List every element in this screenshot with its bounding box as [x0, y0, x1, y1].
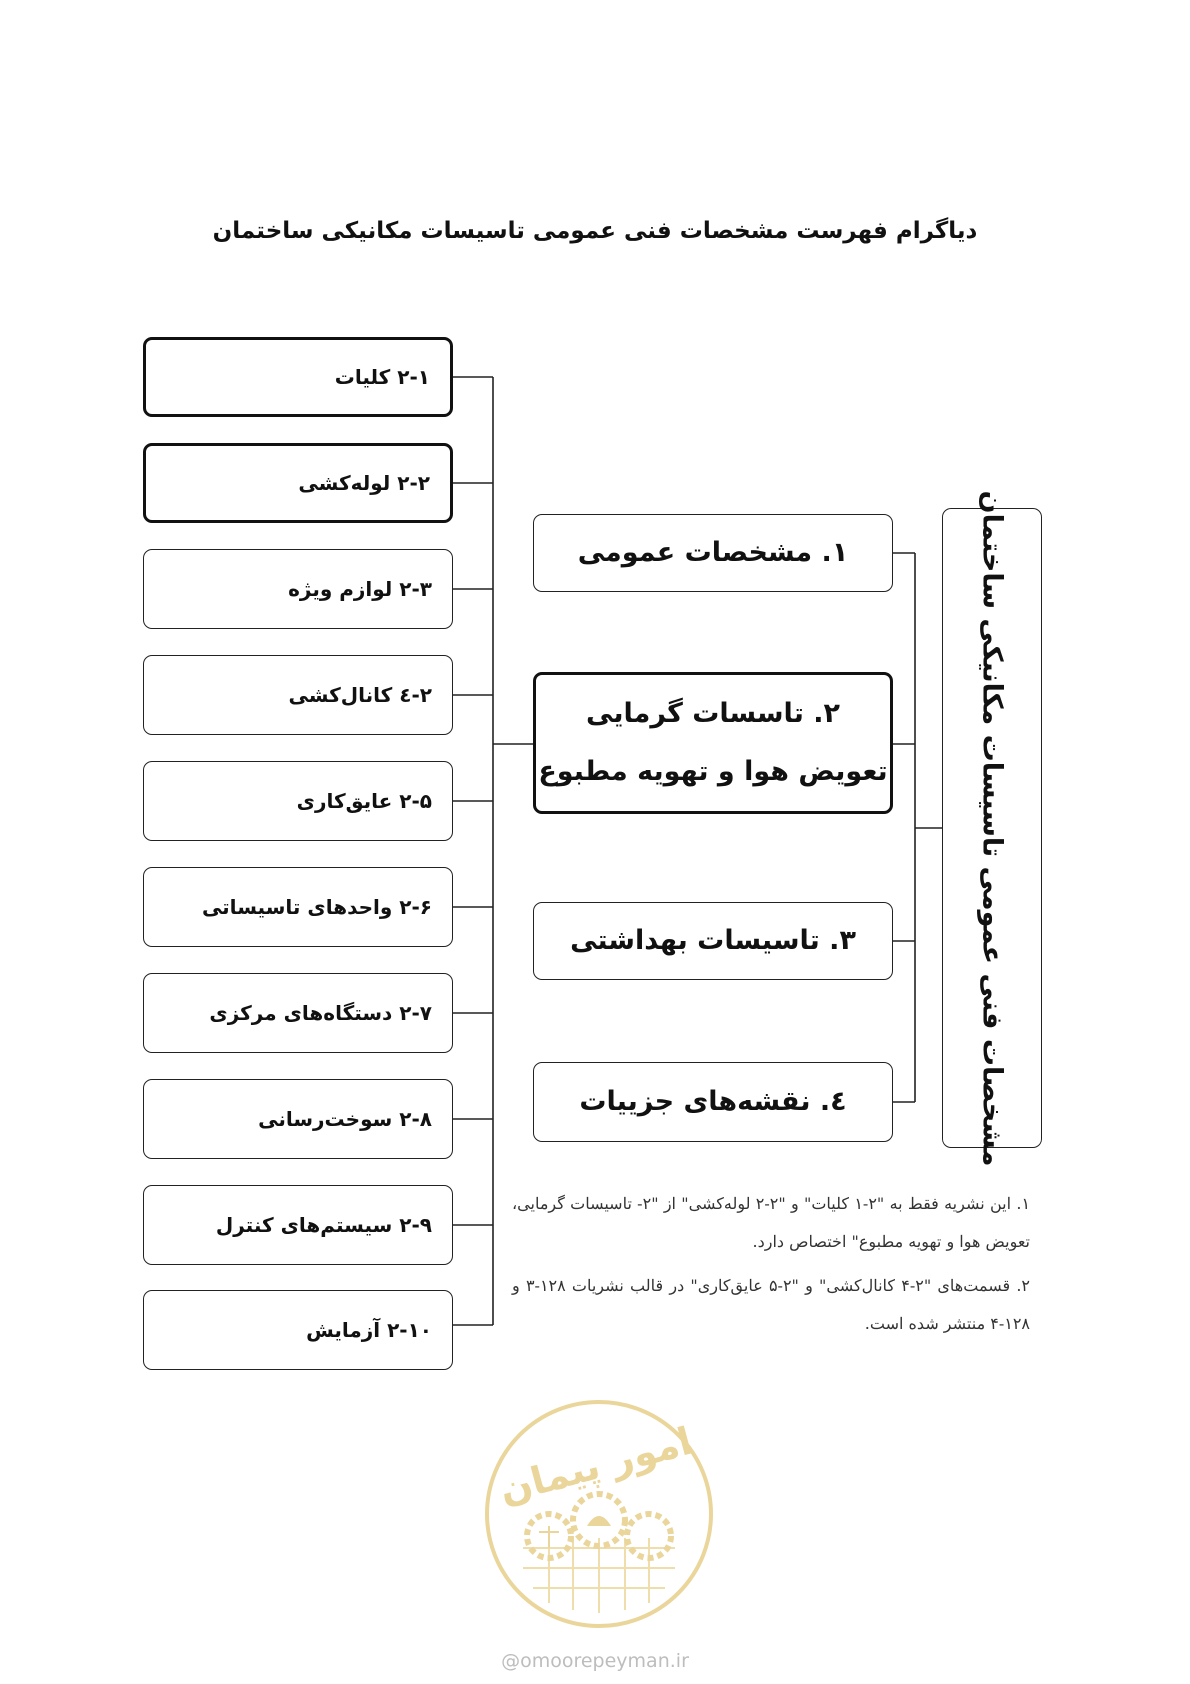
category-box — [533, 672, 893, 814]
balance-scale-icon — [539, 1526, 559, 1548]
logo-text: امور پیمان — [494, 1418, 697, 1513]
footnote-number: ۲. — [1016, 1276, 1031, 1295]
category-label: ۲. تاسسات گرمایی — [586, 698, 840, 729]
website-watermark: @omoorepeyman.ir — [501, 1650, 689, 1672]
diagram-title: دیاگرام فهرست مشخصات فنی عمومی تاسیسات مکانیکی ساختمان — [212, 218, 978, 244]
subsection-box — [143, 1290, 453, 1370]
footnote-item — [512, 1267, 1030, 1343]
subsection-label: ۲-۵ عایق‌کاری — [296, 789, 432, 813]
subsection-box — [143, 867, 453, 947]
footnotes — [512, 1185, 1030, 1349]
category-box — [533, 1062, 893, 1142]
subsection-label: ۲-٤ کانال‌کشی — [288, 683, 432, 707]
category-box — [533, 514, 893, 592]
subsection-box — [143, 761, 453, 841]
category-label: ٤. نقشه‌های جزییات — [579, 1086, 847, 1117]
category-label: ۱. مشخصات عمومی — [577, 537, 849, 568]
helmet-icon — [587, 1516, 611, 1526]
root-box — [942, 490, 1042, 1166]
subsection-label: ۲-۶ واحدهای تاسیساتی — [201, 895, 432, 919]
subsection-box — [143, 337, 453, 417]
category-label-line2: تعویض هوا و تهویه مطبوع — [538, 756, 888, 787]
subsection-label: ۲-۳ لوازم ویژه — [288, 577, 432, 601]
category-label: ۳. تاسیسات بهداشتی — [570, 925, 856, 956]
footnote-item — [512, 1185, 1030, 1261]
subsection-box — [143, 973, 453, 1053]
subsection-label: ۲-۹ سیستم‌های کنترل — [215, 1213, 432, 1237]
footnote-number: ۱. — [1016, 1194, 1031, 1213]
subsection-box — [143, 549, 453, 629]
subsection-label: ۲-۲ لوله‌کشی — [298, 471, 430, 495]
subsection-label: ۲-۱ کلیات — [334, 365, 430, 389]
subsection-box — [143, 443, 453, 523]
footnote-text: این نشریه فقط به "۲-۱ کلیات" و "۲-۲ لوله‌کشی" از "۲- تاسیسات گرمایی، تعویض هوا و تهویه مطبوع" اختصاص دارد. — [512, 1194, 1030, 1251]
subsection-label: ۲-۸ سوخت‌رسانی — [258, 1107, 432, 1131]
subsection-box — [143, 655, 453, 735]
category-box — [533, 902, 893, 980]
subsection-label: ۲-۱۰ آزمایش — [306, 1318, 432, 1342]
omoore-peyman-logo — [483, 1398, 715, 1630]
subsection-label: ۲-۷ دستگاه‌های مرکزی — [209, 1001, 432, 1025]
root-label: مشخصات فنی عمومی تاسیسات مکانیکی ساختمان — [976, 490, 1008, 1166]
footnote-text: قسمت‌های "۲-۴ کانال‌کشی" و "۲-۵ عایق‌کاری" در قالب نشریات ۱۲۸-۳ و ۱۲۸-۴ منتشر شده است. — [512, 1276, 1030, 1333]
subsection-box — [143, 1079, 453, 1159]
subsection-box — [143, 1185, 453, 1265]
